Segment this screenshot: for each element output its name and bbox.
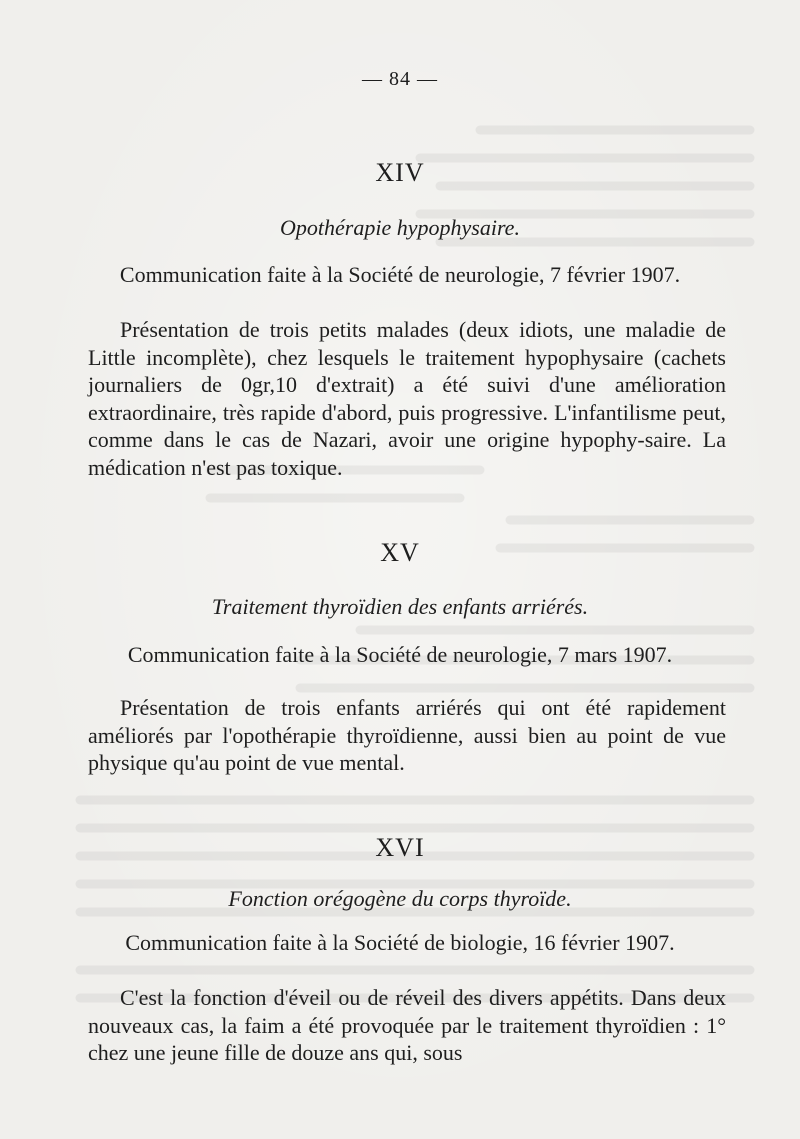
section-title: Traitement thyroïdien des enfants arriérés. — [211, 594, 589, 619]
section-paragraph: Présentation de trois petits malades (deux idiots, une maladie de Little incomplète), chez lesquels le traitement hypophysaire (cachets journaliers de 0gr,10 d'extrait) a été suivi d'une amélioration extraordinaire, très rapide d'abord, puis progressive. L'infantilisme peut, comme dans le cas de Nazari, avoir une origine hypophy-saire. La médication n'est pas toxique. — [88, 317, 726, 480]
section-title: Opothérapie hypophysaire. — [280, 215, 520, 240]
communication-note: Communication faite à la Société de biologie, 16 février 1907. — [125, 930, 675, 955]
page-number: — 84 — — [362, 68, 438, 90]
section-number: XV — [380, 538, 420, 567]
section-paragraph: C'est la fonction d'éveil ou de réveil des divers appétits. Dans deux nouveaux cas, la faim a été provoquée par le traitement thyroïdien : 1° chez une jeune fille de douze ans qui, sous — [88, 985, 726, 1065]
communication-note: Communication faite à la Société de neurologie, 7 février 1907. — [119, 262, 681, 287]
section-paragraph: Présentation de trois enfants arriérés qui ont été rapidement améliorés par l'opothérapie thyroïdienne, aussi bien au point de vue physique qu'au point de vue mental. — [88, 695, 726, 775]
communication-note: Communication faite à la Société de neurologie, 7 mars 1907. — [127, 642, 673, 667]
section-number: XVI — [375, 833, 425, 862]
section-number: XIV — [375, 158, 425, 187]
section-title: Fonction orégogène du corps thyroïde. — [228, 886, 572, 911]
